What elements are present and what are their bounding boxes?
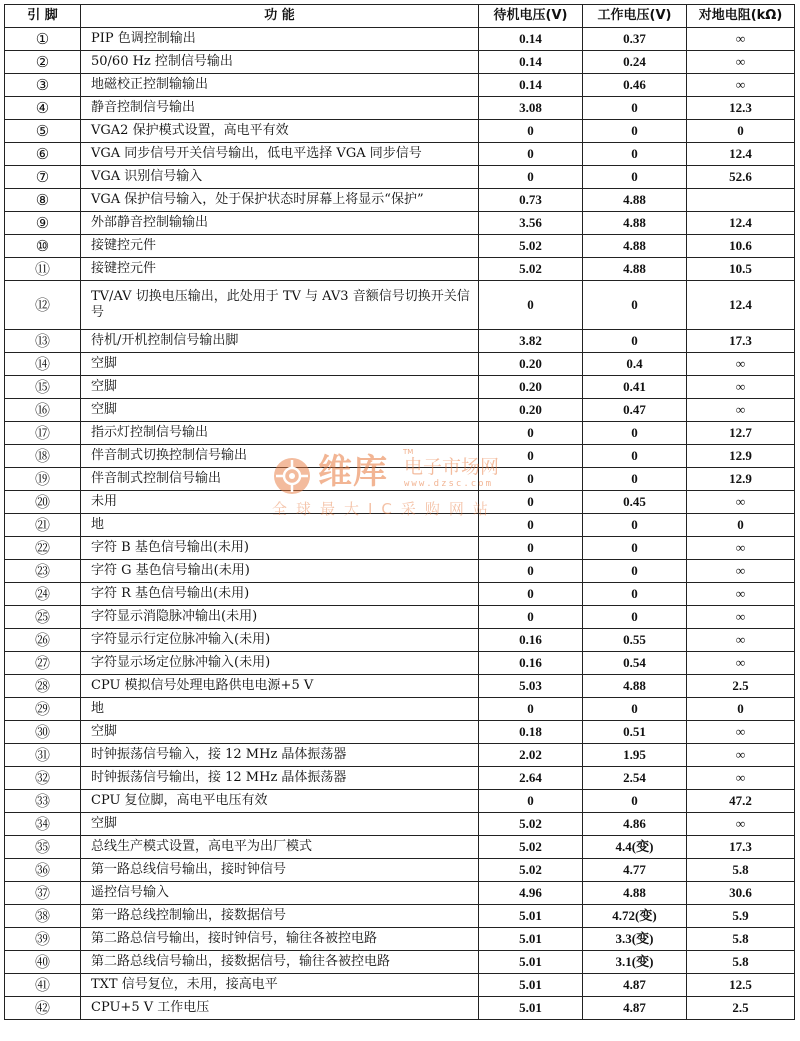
watermark-slogan: 全球最大IC采购网站 <box>272 500 497 518</box>
ground-resistance-cell: ∞ <box>687 376 795 399</box>
pin-cell: ⑭ <box>5 353 81 376</box>
standby-voltage-cell: 3.56 <box>479 212 583 235</box>
pin-cell: ㊱ <box>5 859 81 882</box>
pin-cell: ② <box>5 51 81 74</box>
table-row <box>5 235 795 258</box>
header-working-voltage: 工作电压(V) <box>583 5 687 28</box>
pin-cell: ㉞ <box>5 813 81 836</box>
function-cell: 时钟振荡信号输出，接 12 MHz 晶体振荡器 <box>81 767 479 790</box>
pin-cell: ㉗ <box>5 652 81 675</box>
standby-voltage-cell: 0 <box>479 560 583 583</box>
standby-voltage-cell: 0.14 <box>479 51 583 74</box>
table-body <box>5 28 795 1020</box>
function-cell: 第一路总线信号输出，接时钟信号 <box>81 859 479 882</box>
pin-cell: ⑳ <box>5 491 81 514</box>
ground-resistance-cell: ∞ <box>687 353 795 376</box>
pin-cell: ⑩ <box>5 235 81 258</box>
ground-resistance-cell: ∞ <box>687 491 795 514</box>
ground-resistance-cell: ∞ <box>687 560 795 583</box>
pin-cell: ⑪ <box>5 258 81 281</box>
pin-cell: ㉙ <box>5 698 81 721</box>
table-row <box>5 836 795 859</box>
ground-resistance-cell: 10.6 <box>687 235 795 258</box>
table-row <box>5 951 795 974</box>
ground-resistance-cell: ∞ <box>687 74 795 97</box>
header-ground-resistance: 对地电阻(kΩ) <box>687 5 795 28</box>
ground-resistance-cell: 17.3 <box>687 836 795 859</box>
working-voltage-cell: 4.87 <box>583 997 687 1020</box>
working-voltage-cell: 0.41 <box>583 376 687 399</box>
function-cell: CPU 模拟信号处理电路供电电源+5 V <box>81 675 479 698</box>
function-cell: 待机/开机控制信号输出脚 <box>81 330 479 353</box>
standby-voltage-cell: 5.01 <box>479 974 583 997</box>
ground-resistance-cell: 12.4 <box>687 143 795 166</box>
pin-cell: ㉓ <box>5 560 81 583</box>
ground-resistance-cell: 5.8 <box>687 859 795 882</box>
standby-voltage-cell: 0 <box>479 606 583 629</box>
ground-resistance-cell <box>687 189 795 212</box>
working-voltage-cell: 3.3(变) <box>583 928 687 951</box>
working-voltage-cell: 0.37 <box>583 28 687 51</box>
table-row <box>5 212 795 235</box>
pin-cell: ③ <box>5 74 81 97</box>
ground-resistance-cell: ∞ <box>687 583 795 606</box>
working-voltage-cell: 4.77 <box>583 859 687 882</box>
function-cell: 指示灯控制信号输出 <box>81 422 479 445</box>
table-row <box>5 606 795 629</box>
pin-cell: ㉑ <box>5 514 81 537</box>
standby-voltage-cell: 5.02 <box>479 859 583 882</box>
ground-resistance-cell: 52.6 <box>687 166 795 189</box>
table-row <box>5 258 795 281</box>
table-row <box>5 583 795 606</box>
header-function: 功 能 <box>81 5 479 28</box>
working-voltage-cell: 4.88 <box>583 189 687 212</box>
ground-resistance-cell: 12.4 <box>687 212 795 235</box>
standby-voltage-cell: 3.08 <box>479 97 583 120</box>
watermark-trademark: TM <box>403 448 414 456</box>
standby-voltage-cell: 5.02 <box>479 258 583 281</box>
function-cell: 时钟振荡信号输入，接 12 MHz 晶体振荡器 <box>81 744 479 767</box>
pin-cell: ⑱ <box>5 445 81 468</box>
function-cell: 外部静音控制输输出 <box>81 212 479 235</box>
ground-resistance-cell: 12.9 <box>687 468 795 491</box>
table-row <box>5 629 795 652</box>
table-row <box>5 560 795 583</box>
standby-voltage-cell: 5.01 <box>479 905 583 928</box>
ground-resistance-cell: 5.9 <box>687 905 795 928</box>
table-row <box>5 353 795 376</box>
pin-cell: ⑮ <box>5 376 81 399</box>
working-voltage-cell: 0.45 <box>583 491 687 514</box>
standby-voltage-cell: 0.73 <box>479 189 583 212</box>
function-cell: VGA2 保护模式设置，高电平有效 <box>81 120 479 143</box>
standby-voltage-cell: 5.01 <box>479 997 583 1020</box>
ground-resistance-cell: 2.5 <box>687 997 795 1020</box>
ground-resistance-cell: ∞ <box>687 744 795 767</box>
standby-voltage-cell: 2.02 <box>479 744 583 767</box>
working-voltage-cell: 3.1(变) <box>583 951 687 974</box>
standby-voltage-cell: 0.20 <box>479 376 583 399</box>
standby-voltage-cell: 0 <box>479 790 583 813</box>
ground-resistance-cell: 2.5 <box>687 675 795 698</box>
function-cell: 地 <box>81 514 479 537</box>
table-row <box>5 120 795 143</box>
standby-voltage-cell: 2.64 <box>479 767 583 790</box>
function-cell: 空脚 <box>81 376 479 399</box>
function-cell: 第二路总线信号输出，接数据信号，输往各被控电路 <box>81 951 479 974</box>
standby-voltage-cell: 0 <box>479 514 583 537</box>
working-voltage-cell: 0 <box>583 281 687 330</box>
working-voltage-cell: 0 <box>583 422 687 445</box>
pin-cell: ⑬ <box>5 330 81 353</box>
table-row <box>5 330 795 353</box>
pin-cell: ㉘ <box>5 675 81 698</box>
working-voltage-cell: 0 <box>583 560 687 583</box>
function-cell: VGA 识别信号输入 <box>81 166 479 189</box>
function-cell: 字符 R 基色信号输出(未用) <box>81 583 479 606</box>
function-cell: VGA 同步信号开关信号输出，低电平选择 VGA 同步信号 <box>81 143 479 166</box>
table-row <box>5 422 795 445</box>
table-header-row <box>5 5 795 28</box>
working-voltage-cell: 0.46 <box>583 74 687 97</box>
function-cell: 字符显示行定位脉冲输入(未用) <box>81 629 479 652</box>
function-cell: 接键控元件 <box>81 235 479 258</box>
ground-resistance-cell: 5.8 <box>687 928 795 951</box>
table-row <box>5 97 795 120</box>
ground-resistance-cell: ∞ <box>687 51 795 74</box>
standby-voltage-cell: 5.02 <box>479 813 583 836</box>
pin-cell: ㉚ <box>5 721 81 744</box>
ground-resistance-cell: 0 <box>687 698 795 721</box>
working-voltage-cell: 0.55 <box>583 629 687 652</box>
pin-cell: ⑯ <box>5 399 81 422</box>
table-row <box>5 74 795 97</box>
function-cell: CPU+5 V 工作电压 <box>81 997 479 1020</box>
standby-voltage-cell: 0 <box>479 583 583 606</box>
table-row <box>5 445 795 468</box>
ground-resistance-cell: 5.8 <box>687 951 795 974</box>
working-voltage-cell: 0.24 <box>583 51 687 74</box>
ground-resistance-cell: ∞ <box>687 28 795 51</box>
working-voltage-cell: 0 <box>583 537 687 560</box>
pin-voltage-table <box>4 4 795 1020</box>
function-cell: 字符 G 基色信号输出(未用) <box>81 560 479 583</box>
function-cell: 字符显示场定位脉冲输入(未用) <box>81 652 479 675</box>
ground-resistance-cell: 30.6 <box>687 882 795 905</box>
standby-voltage-cell: 0.18 <box>479 721 583 744</box>
working-voltage-cell: 0 <box>583 514 687 537</box>
table-row <box>5 698 795 721</box>
table-row <box>5 974 795 997</box>
working-voltage-cell: 4.88 <box>583 258 687 281</box>
pin-cell: ㉒ <box>5 537 81 560</box>
pin-cell: ⑰ <box>5 422 81 445</box>
table-row <box>5 468 795 491</box>
function-cell: 伴音制式控制信号输出 <box>81 468 479 491</box>
function-cell: 未用 <box>81 491 479 514</box>
ground-resistance-cell: 17.3 <box>687 330 795 353</box>
working-voltage-cell: 4.88 <box>583 675 687 698</box>
working-voltage-cell: 1.95 <box>583 744 687 767</box>
table-row <box>5 51 795 74</box>
pin-cell: ⑧ <box>5 189 81 212</box>
ground-resistance-cell: 12.4 <box>687 281 795 330</box>
ground-resistance-cell: ∞ <box>687 537 795 560</box>
function-cell: TV/AV 切换电压输出，此处用于 TV 与 AV3 音额信号切换开关信号 <box>81 281 479 330</box>
ground-resistance-cell: ∞ <box>687 813 795 836</box>
table-row <box>5 491 795 514</box>
table-row <box>5 905 795 928</box>
working-voltage-cell: 2.54 <box>583 767 687 790</box>
standby-voltage-cell: 0 <box>479 281 583 330</box>
function-cell: 遥控信号输入 <box>81 882 479 905</box>
standby-voltage-cell: 0 <box>479 698 583 721</box>
ground-resistance-cell: 12.9 <box>687 445 795 468</box>
pin-cell: ㊳ <box>5 905 81 928</box>
function-cell: 地 <box>81 698 479 721</box>
function-cell: 第一路总线控制输出，接数据信号 <box>81 905 479 928</box>
standby-voltage-cell: 0 <box>479 422 583 445</box>
table-row <box>5 859 795 882</box>
working-voltage-cell: 4.72(变) <box>583 905 687 928</box>
pin-cell: ㉖ <box>5 629 81 652</box>
working-voltage-cell: 0 <box>583 468 687 491</box>
ground-resistance-cell: 12.5 <box>687 974 795 997</box>
table-row <box>5 928 795 951</box>
working-voltage-cell: 0 <box>583 143 687 166</box>
working-voltage-cell: 0 <box>583 120 687 143</box>
ground-resistance-cell: 12.7 <box>687 422 795 445</box>
function-cell: 地磁校正控制输输出 <box>81 74 479 97</box>
table-row <box>5 399 795 422</box>
table-row <box>5 813 795 836</box>
pin-cell: ⑲ <box>5 468 81 491</box>
function-cell: 伴音制式切换控制信号输出 <box>81 445 479 468</box>
working-voltage-cell: 0 <box>583 97 687 120</box>
function-cell: TXT 信号复位，未用，接高电平 <box>81 974 479 997</box>
working-voltage-cell: 4.86 <box>583 813 687 836</box>
table-row <box>5 143 795 166</box>
table-row <box>5 744 795 767</box>
pin-cell: ㊶ <box>5 974 81 997</box>
ground-resistance-cell: ∞ <box>687 399 795 422</box>
pin-cell: ⑦ <box>5 166 81 189</box>
ground-resistance-cell: 47.2 <box>687 790 795 813</box>
pin-cell: ㉛ <box>5 744 81 767</box>
header-standby-voltage: 待机电压(V) <box>479 5 583 28</box>
working-voltage-cell: 0 <box>583 790 687 813</box>
standby-voltage-cell: 5.02 <box>479 235 583 258</box>
function-cell: 50/60 Hz 控制信号输出 <box>81 51 479 74</box>
header-pin: 引 脚 <box>5 5 81 28</box>
table-row <box>5 514 795 537</box>
pin-cell: ㉟ <box>5 836 81 859</box>
table-row <box>5 189 795 212</box>
working-voltage-cell: 0 <box>583 166 687 189</box>
pin-cell: ㊵ <box>5 951 81 974</box>
table-row <box>5 675 795 698</box>
pin-cell: ㉔ <box>5 583 81 606</box>
pin-cell: ① <box>5 28 81 51</box>
working-voltage-cell: 0.54 <box>583 652 687 675</box>
table-row <box>5 281 795 330</box>
table-row <box>5 166 795 189</box>
standby-voltage-cell: 0 <box>479 491 583 514</box>
table-row <box>5 652 795 675</box>
standby-voltage-cell: 5.02 <box>479 836 583 859</box>
pin-voltage-table-container <box>4 4 794 1020</box>
ground-resistance-cell: ∞ <box>687 652 795 675</box>
pin-cell: ㉝ <box>5 790 81 813</box>
working-voltage-cell: 4.87 <box>583 974 687 997</box>
pin-cell: ⑤ <box>5 120 81 143</box>
pin-cell: ⑨ <box>5 212 81 235</box>
working-voltage-cell: 4.88 <box>583 882 687 905</box>
working-voltage-cell: 0 <box>583 330 687 353</box>
watermark-site-name: 电子市场网 <box>404 456 500 478</box>
ground-resistance-cell: ∞ <box>687 767 795 790</box>
pin-cell: ⑫ <box>5 281 81 330</box>
watermark-brand: 维库 <box>318 452 388 492</box>
working-voltage-cell: 0.51 <box>583 721 687 744</box>
working-voltage-cell: 0.4 <box>583 353 687 376</box>
working-voltage-cell: 0 <box>583 606 687 629</box>
table-row <box>5 882 795 905</box>
working-voltage-cell: 4.4(变) <box>583 836 687 859</box>
pin-cell: ㉕ <box>5 606 81 629</box>
pin-cell: ㊴ <box>5 928 81 951</box>
table-row <box>5 537 795 560</box>
standby-voltage-cell: 4.96 <box>479 882 583 905</box>
function-cell: PIP 色调控制输出 <box>81 28 479 51</box>
watermark-url: www.dzsc.com <box>404 479 494 489</box>
standby-voltage-cell: 0.16 <box>479 652 583 675</box>
function-cell: 空脚 <box>81 353 479 376</box>
pin-cell: ㊷ <box>5 997 81 1020</box>
standby-voltage-cell: 0 <box>479 166 583 189</box>
table-row <box>5 28 795 51</box>
standby-voltage-cell: 5.01 <box>479 928 583 951</box>
standby-voltage-cell: 0 <box>479 120 583 143</box>
standby-voltage-cell: 0.20 <box>479 353 583 376</box>
standby-voltage-cell: 0 <box>479 445 583 468</box>
standby-voltage-cell: 3.82 <box>479 330 583 353</box>
function-cell: CPU 复位脚，高电平电压有效 <box>81 790 479 813</box>
function-cell: 字符 B 基色信号输出(未用) <box>81 537 479 560</box>
standby-voltage-cell: 0.20 <box>479 399 583 422</box>
pin-cell: ⑥ <box>5 143 81 166</box>
pin-cell: ㉜ <box>5 767 81 790</box>
ground-resistance-cell: ∞ <box>687 721 795 744</box>
function-cell: VGA 保护信号输入，处于保护状态时屏幕上将显示“保护” <box>81 189 479 212</box>
table-row <box>5 790 795 813</box>
function-cell: 空脚 <box>81 399 479 422</box>
function-cell: 静音控制信号输出 <box>81 97 479 120</box>
standby-voltage-cell: 5.03 <box>479 675 583 698</box>
function-cell: 字符显示消隐脉冲输出(未用) <box>81 606 479 629</box>
function-cell: 空脚 <box>81 721 479 744</box>
ground-resistance-cell: 12.3 <box>687 97 795 120</box>
ground-resistance-cell: ∞ <box>687 606 795 629</box>
table-row <box>5 721 795 744</box>
function-cell: 总线生产模式设置，高电平为出厂模式 <box>81 836 479 859</box>
working-voltage-cell: 4.88 <box>583 212 687 235</box>
ground-resistance-cell: 0 <box>687 514 795 537</box>
ground-resistance-cell: ∞ <box>687 629 795 652</box>
ground-resistance-cell: 10.5 <box>687 258 795 281</box>
standby-voltage-cell: 0.16 <box>479 629 583 652</box>
function-cell: 第二路总信号输出，接时钟信号，输往各被控电路 <box>81 928 479 951</box>
pin-cell: ④ <box>5 97 81 120</box>
working-voltage-cell: 0 <box>583 698 687 721</box>
working-voltage-cell: 4.88 <box>583 235 687 258</box>
table-row <box>5 997 795 1020</box>
standby-voltage-cell: 0.14 <box>479 74 583 97</box>
table-row <box>5 376 795 399</box>
standby-voltage-cell: 0 <box>479 537 583 560</box>
working-voltage-cell: 0 <box>583 445 687 468</box>
function-cell: 接键控元件 <box>81 258 479 281</box>
pin-cell: ㊲ <box>5 882 81 905</box>
standby-voltage-cell: 0.14 <box>479 28 583 51</box>
standby-voltage-cell: 0 <box>479 468 583 491</box>
standby-voltage-cell: 5.01 <box>479 951 583 974</box>
working-voltage-cell: 0.47 <box>583 399 687 422</box>
function-cell: 空脚 <box>81 813 479 836</box>
standby-voltage-cell: 0 <box>479 143 583 166</box>
table-row <box>5 767 795 790</box>
working-voltage-cell: 0 <box>583 583 687 606</box>
ground-resistance-cell: 0 <box>687 120 795 143</box>
